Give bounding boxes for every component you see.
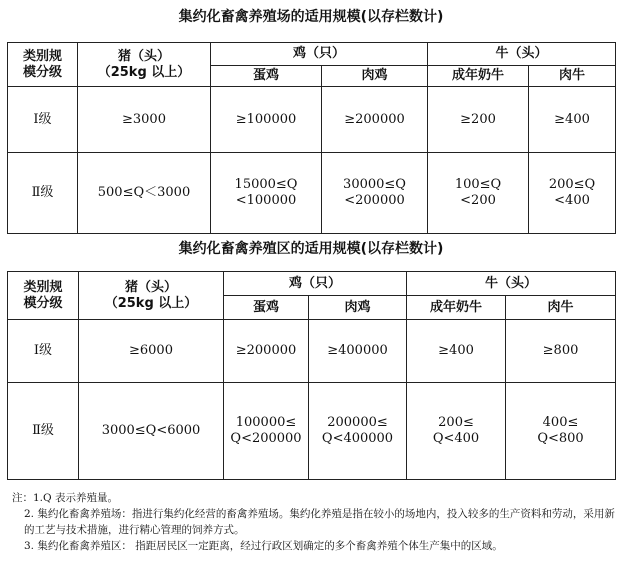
grade-cell: Ⅱ级 bbox=[8, 383, 79, 480]
beef-cell: 400≤ Q<800 bbox=[506, 383, 616, 480]
cattle-header: 牛（头） bbox=[407, 272, 616, 296]
grade-cell: Ⅱ级 bbox=[8, 153, 78, 234]
footnotes bbox=[12, 490, 616, 554]
table-row bbox=[8, 383, 616, 480]
pig-cell: ≥6000 bbox=[79, 320, 224, 383]
grade-cell: Ⅰ级 bbox=[8, 320, 79, 383]
beef-header: 肉牛 bbox=[529, 66, 616, 87]
broiler-header: 肉鸡 bbox=[309, 296, 407, 320]
pig-cell: ≥3000 bbox=[78, 87, 211, 153]
broiler-cell: ≥200000 bbox=[322, 87, 428, 153]
dairy-cell: 200≤ Q<400 bbox=[407, 383, 506, 480]
layer-cell: ≥200000 bbox=[224, 320, 309, 383]
note-3: 3. 集约化畜禽养殖区： 指距居民区一定距离，经过行政区划确定的多个畜禽养殖个体生产集中的区域。 bbox=[24, 540, 503, 552]
pig-header: 猪（头） （25kg 以上） bbox=[79, 272, 224, 320]
cattle-header: 牛（头） bbox=[428, 43, 616, 66]
grade-cell: Ⅰ级 bbox=[8, 87, 78, 153]
broiler-cell: ≥400000 bbox=[309, 320, 407, 383]
pig-cell: 500≤Q＜3000 bbox=[78, 153, 211, 234]
layer-cell: ≥100000 bbox=[211, 87, 322, 153]
pig-header: 猪（头） （25kg 以上） bbox=[78, 43, 211, 87]
note-1: 注：1.Q 表示养殖量。 bbox=[12, 492, 118, 504]
chicken-header: 鸡（只） bbox=[224, 272, 407, 296]
chicken-header: 鸡（只） bbox=[211, 43, 428, 66]
pig-cell: 3000≤Q<6000 bbox=[79, 383, 224, 480]
layer-header: 蛋鸡 bbox=[224, 296, 309, 320]
beef-cell: ≥800 bbox=[506, 320, 616, 383]
dairy-cell: 100≤Q <200 bbox=[428, 153, 529, 234]
table-row bbox=[8, 320, 616, 383]
category-header: 类别规 模分级 bbox=[8, 43, 78, 87]
table2-title: 集约化畜禽养殖区的适用规模(以存栏数计) bbox=[178, 241, 444, 257]
note-2: 2. 集约化畜禽养殖场：指进行集约化经营的畜禽养殖场。集约化养殖是指在较小的场地内，投入较多的生产资料和劳动，采用新的工艺与技术措施，进行精心管理的饲养方式。 bbox=[24, 508, 615, 536]
category-header: 类别规 模分级 bbox=[8, 272, 79, 320]
layer-cell: 100000≤ Q<200000 bbox=[224, 383, 309, 480]
beef-header: 肉牛 bbox=[506, 296, 616, 320]
dairy-header: 成年奶牛 bbox=[407, 296, 506, 320]
beef-cell: ≥400 bbox=[529, 87, 616, 153]
table1-title: 集约化畜禽养殖场的适用规模(以存栏数计) bbox=[178, 9, 444, 25]
dairy-cell: ≥400 bbox=[407, 320, 506, 383]
layer-header: 蛋鸡 bbox=[211, 66, 322, 87]
zone-scale-table bbox=[7, 271, 616, 480]
table-row bbox=[8, 153, 616, 234]
broiler-header: 肉鸡 bbox=[322, 66, 428, 87]
broiler-cell: 200000≤ Q<400000 bbox=[309, 383, 407, 480]
dairy-cell: ≥200 bbox=[428, 87, 529, 153]
beef-cell: 200≤Q <400 bbox=[529, 153, 616, 234]
farm-scale-table bbox=[7, 42, 616, 234]
table-row bbox=[8, 87, 616, 153]
dairy-header: 成年奶牛 bbox=[428, 66, 529, 87]
broiler-cell: 30000≤Q <200000 bbox=[322, 153, 428, 234]
layer-cell: 15000≤Q <100000 bbox=[211, 153, 322, 234]
